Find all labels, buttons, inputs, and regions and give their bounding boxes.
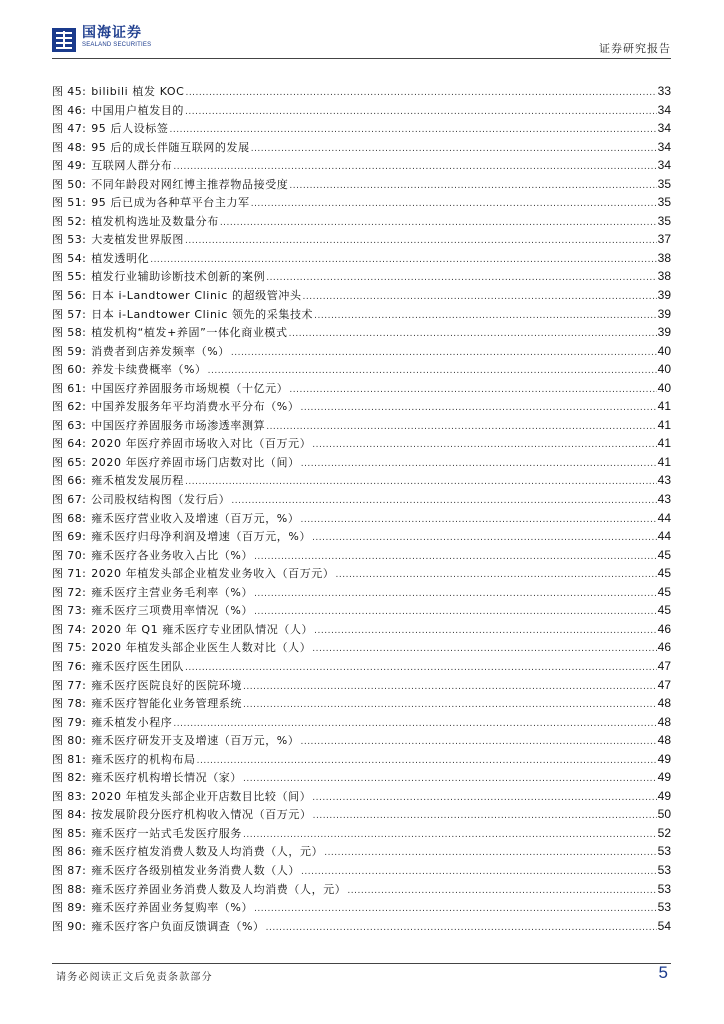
figure-number: 图 90: [52,919,87,933]
toc-entry[interactable] [52,564,671,583]
dot-leader [251,195,657,214]
figure-page-number: 53 [657,881,671,896]
figure-page-number: 43 [657,492,671,507]
toc-entry[interactable] [52,360,671,379]
logo-text [82,26,151,48]
toc-entry[interactable] [52,490,671,509]
toc-entry[interactable] [52,527,671,546]
figure-page-number: 34 [657,139,671,154]
dot-leader [208,362,657,381]
figure-number: 图 70: [52,548,87,562]
figure-title: 雍禾医疗机构增长情况（家） [91,771,243,785]
toc-entry[interactable] [52,82,671,101]
figure-page-number: 54 [657,918,671,933]
dot-leader [243,826,657,845]
figure-number: 图 74: [52,622,87,636]
figure-number: 图 77: [52,678,87,692]
toc-entry[interactable] [52,397,671,416]
dot-leader [185,103,657,122]
toc-entry[interactable] [52,861,671,880]
figure-title: 2020 年植发头部企业开店数目比较（间） [91,789,312,803]
figure-page-number: 41 [657,399,671,414]
figure-page-number: 45 [657,566,671,581]
figure-number: 图 59: [52,344,87,358]
toc-entry[interactable] [52,471,671,490]
figure-title: 日本 i-Landtower Clinic 的超级管冲头 [91,289,302,303]
dot-leader [312,436,656,455]
dot-leader [197,752,657,771]
figure-list [52,82,671,935]
dot-leader [347,882,656,901]
figure-title: 雍禾医疗主营业务毛利率（%） [91,585,254,599]
dot-leader [314,307,657,326]
toc-entry[interactable] [52,249,671,268]
figure-page-number: 45 [657,584,671,599]
dot-leader [289,325,657,344]
dot-leader [231,344,657,363]
figure-page-number: 35 [657,213,671,228]
figure-title: 雍禾医疗营业收入及增速（百万元，%） [91,511,300,525]
figure-page-number: 34 [657,121,671,136]
figure-number: 图 72: [52,585,87,599]
toc-entry[interactable] [52,101,671,120]
figure-title: 雍禾医疗一站式毛发医疗服务 [91,826,243,840]
figure-page-number: 39 [657,325,671,340]
figure-title: 2020 年 Q1 雍禾医疗专业团队情况（人） [91,622,314,636]
figure-page-number: 38 [657,269,671,284]
figure-number: 图 73: [52,604,87,618]
dot-leader [266,418,656,437]
toc-entry[interactable] [52,138,671,157]
figure-page-number: 37 [657,232,671,247]
dot-leader [254,585,657,604]
dot-leader [289,177,656,196]
figure-title: 2020 年医疗养固市场门店数对比（间） [91,455,300,469]
footer-divider [52,963,671,964]
dot-leader [251,140,657,159]
dot-leader [312,789,656,808]
figure-page-number: 48 [657,696,671,711]
figure-title: 互联网人群分布 [91,159,173,173]
dot-leader [300,511,656,530]
dot-leader [170,121,657,140]
toc-entry[interactable] [52,193,671,212]
figure-title: 雍禾医疗医生团队 [91,659,185,673]
toc-entry[interactable] [52,323,671,342]
logo-chinese-name: 国海证券 [82,25,142,41]
toc-entry[interactable] [52,713,671,732]
figure-number: 图 63: [52,418,87,432]
figure-title: 养发卡续费概率（%） [91,363,207,377]
dot-leader [185,84,656,103]
toc-entry[interactable] [52,768,671,787]
dot-leader [324,844,656,863]
dot-leader [173,158,656,177]
figure-number: 图 62: [52,400,87,414]
figure-title: 雍禾医疗客户负面反馈调查（%） [91,919,265,933]
dot-leader [185,232,657,251]
figure-page-number: 45 [657,603,671,618]
figure-title: 日本 i-Landtower Clinic 领先的采集技术 [91,307,314,321]
toc-entry[interactable] [52,657,671,676]
figure-number: 图 50: [52,177,87,191]
toc-entry[interactable] [52,787,671,806]
figure-page-number: 39 [657,306,671,321]
figure-number: 图 56: [52,289,87,303]
toc-entry[interactable] [52,453,671,472]
dot-leader [301,863,657,882]
toc-entry[interactable] [52,119,671,138]
figure-page-number: 35 [657,195,671,210]
figure-title: 雍禾植发小程序 [91,715,173,729]
report-type-label: 证券研究报告 [599,42,671,55]
figure-number: 图 53: [52,233,87,247]
figure-title: 中国养发服务年平均消费水平分布（%） [91,400,300,414]
figure-page-number: 49 [657,788,671,803]
figure-number: 图 65: [52,455,87,469]
toc-entry[interactable] [52,842,671,861]
figure-title: 2020 年植发头部企业植发业务收入（百万元） [91,567,335,581]
figure-page-number: 35 [657,176,671,191]
figure-number: 图 48: [52,140,87,154]
figure-number: 图 79: [52,715,87,729]
dot-leader [313,807,657,826]
toc-entry[interactable] [52,156,671,175]
header-divider [52,58,671,59]
figure-number: 图 58: [52,326,87,340]
figure-number: 图 52: [52,214,87,228]
figure-page-number: 34 [657,102,671,117]
figure-number: 图 83: [52,789,87,803]
toc-entry[interactable] [52,620,671,639]
toc-entry[interactable] [52,805,671,824]
dot-leader [336,566,657,585]
figure-title: 95 后的成长伴随互联网的发展 [91,140,250,154]
figure-number: 图 57: [52,307,87,321]
figure-number: 图 47: [52,122,87,136]
figure-number: 图 49: [52,159,87,173]
figure-title: 中国医疗养固服务市场规模（十亿元） [91,381,289,395]
figure-page-number: 47 [657,677,671,692]
sealand-logo-icon [52,28,76,52]
logo-english-name: SEALAND SECURITIES [82,42,152,48]
dot-leader [185,473,657,492]
figure-number: 图 88: [52,882,87,896]
figure-title: 植发机构选址及数量分布 [91,214,219,228]
toc-entry[interactable] [52,305,671,324]
figure-number: 图 69: [52,530,87,544]
toc-entry[interactable] [52,824,671,843]
figure-number: 图 71: [52,567,87,581]
company-logo [52,26,151,52]
page-number: 5 [658,963,668,982]
figure-number: 图 68: [52,511,87,525]
figure-title: 95 后人设标签 [91,122,169,136]
dot-leader [300,399,656,418]
toc-entry[interactable] [52,267,671,286]
figure-page-number: 50 [657,807,671,822]
figure-page-number: 47 [657,658,671,673]
figure-title: 植发透明化 [91,251,150,265]
figure-page-number: 43 [657,473,671,488]
toc-entry[interactable] [52,694,671,713]
figure-page-number: 40 [657,362,671,377]
dot-leader [289,381,656,400]
figure-title: 雍禾医疗智能化业务管理系统 [91,697,243,711]
toc-entry[interactable] [52,416,671,435]
figure-number: 图 75: [52,641,87,655]
figure-page-number: 48 [657,733,671,748]
figure-number: 图 80: [52,734,87,748]
figure-page-number: 41 [657,417,671,432]
toc-entry[interactable] [52,546,671,565]
dot-leader [185,659,657,678]
figure-title: bilibili 植发 KOC [91,85,185,98]
figure-number: 图 46: [52,103,87,117]
figure-title: 雍禾医疗的机构布局 [91,752,196,766]
figure-title: 雍禾医疗各业务收入占比（%） [91,548,254,562]
figure-number: 图 89: [52,901,87,915]
toc-entry[interactable] [52,342,671,361]
figure-title: 雍禾医疗各级别植发业务消费人数（人） [91,863,301,877]
figure-number: 图 87: [52,863,87,877]
figure-page-number: 40 [657,343,671,358]
toc-entry[interactable] [52,750,671,769]
toc-entry[interactable] [52,509,671,528]
figure-number: 图 45: [52,85,87,98]
figure-page-number: 46 [657,640,671,655]
figure-page-number: 53 [657,900,671,915]
dot-leader [254,603,657,622]
figure-number: 图 61: [52,381,87,395]
figure-title: 中国医疗养固服务市场渗透率测算 [91,418,266,432]
figure-page-number: 44 [657,510,671,525]
figure-title: 2020 年植发头部企业医生人数对比（人） [91,641,312,655]
toc-entry[interactable] [52,601,671,620]
toc-entry[interactable] [52,434,671,453]
figure-number: 图 67: [52,493,87,507]
figure-title: 不同年龄段对网红博主推荐物品接受度 [91,177,289,191]
figure-title: 雍禾医疗归母净利润及增速（百万元，%） [91,530,312,544]
figure-title: 雍禾医疗研发开支及增速（百万元，%） [91,734,300,748]
figure-page-number: 48 [657,714,671,729]
figure-title: 中国用户植发目的 [91,103,185,117]
figure-number: 图 51: [52,196,87,210]
figure-title: 雍禾医疗三项费用率情况（%） [91,604,254,618]
dot-leader [314,622,656,641]
dot-leader [173,715,656,734]
figure-number: 图 55: [52,270,87,284]
disclaimer-note: 请务必阅读正文后免责条款部分 [56,972,213,983]
figure-page-number: 44 [657,529,671,544]
figure-page-number: 45 [657,547,671,562]
dot-leader [220,214,657,233]
toc-entry[interactable] [52,286,671,305]
figure-page-number: 33 [657,84,671,98]
dot-leader [254,900,657,919]
dot-leader [303,288,657,307]
dot-leader [254,548,657,567]
figure-page-number: 52 [657,825,671,840]
dot-leader [150,251,656,270]
figure-page-number: 34 [657,158,671,173]
dot-leader [312,640,656,659]
toc-entry[interactable] [52,638,671,657]
figure-number: 图 81: [52,752,87,766]
dot-leader [243,678,657,697]
figure-number: 图 60: [52,363,87,377]
figure-number: 图 85: [52,826,87,840]
figure-page-number: 53 [657,862,671,877]
toc-entry[interactable] [52,583,671,602]
figure-number: 图 78: [52,697,87,711]
figure-title: 雍禾医疗植发消费人数及人均消费（人，元） [91,845,324,859]
figure-title: 大麦植发世界版图 [91,233,185,247]
toc-entry[interactable] [52,731,671,750]
figure-page-number: 46 [657,621,671,636]
toc-entry[interactable] [52,898,671,917]
figure-title: 公司股权结构图（发行后） [91,493,231,507]
toc-entry[interactable] [52,917,671,936]
figure-title: 95 后已成为各种草平台主力军 [91,196,250,210]
dot-leader [300,733,656,752]
figure-page-number: 41 [657,436,671,451]
figure-title: 雍禾医疗养固业务消费人数及人均消费（人，元） [91,882,347,896]
dot-leader [266,919,657,938]
figure-number: 图 64: [52,437,87,451]
figure-page-number: 49 [657,751,671,766]
figure-page-number: 38 [657,250,671,265]
figure-title: 雍禾植发发展历程 [91,474,185,488]
figure-page-number: 49 [657,770,671,785]
figure-number: 图 82: [52,771,87,785]
toc-entry[interactable] [52,676,671,695]
toc-entry[interactable] [52,880,671,899]
dot-leader [231,492,656,511]
figure-page-number: 39 [657,288,671,303]
toc-entry[interactable] [52,230,671,249]
figure-number: 图 66: [52,474,87,488]
figure-title: 消费者到店养发频率（%） [91,344,230,358]
dot-leader [266,269,656,288]
dot-leader [312,529,657,548]
figure-page-number: 41 [657,454,671,469]
toc-entry[interactable] [52,379,671,398]
dot-leader [243,770,657,789]
figure-title: 植发机构“植发+养固”一体化商业模式 [91,326,288,340]
figure-page-number: 53 [657,844,671,859]
figure-number: 图 54: [52,251,87,265]
figure-number: 图 84: [52,808,87,822]
figure-page-number: 40 [657,380,671,395]
figure-title: 雍禾医疗医院良好的医院环境 [91,678,243,692]
toc-entry[interactable] [52,175,671,194]
figure-number: 图 86: [52,845,87,859]
figure-title: 雍禾医疗养固业务复购率（%） [91,901,254,915]
dot-leader [301,455,657,474]
figure-title: 植发行业辅助诊断技术创新的案例 [91,270,266,284]
dot-leader [243,696,657,715]
figure-number: 图 76: [52,659,87,673]
page-header [52,26,671,58]
figure-title: 按发展阶段分医疗机构收入情况（百万元） [91,808,312,822]
toc-entry[interactable] [52,212,671,231]
figure-title: 2020 年医疗养固市场收入对比（百万元） [91,437,312,451]
